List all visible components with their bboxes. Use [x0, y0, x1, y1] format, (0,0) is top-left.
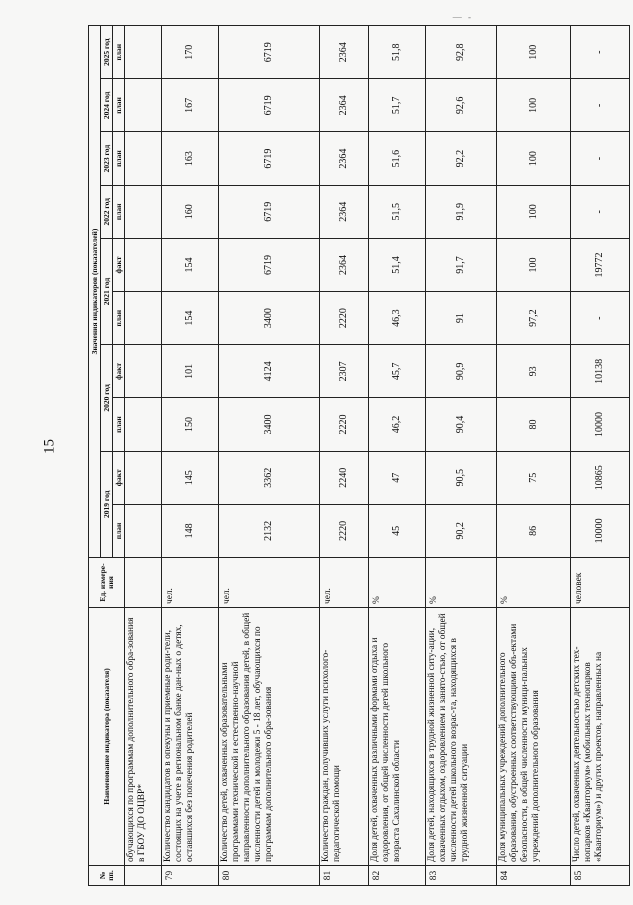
value-cell: 6719: [218, 238, 319, 291]
indicators-table: [88, 25, 630, 886]
header-plan: план: [113, 26, 125, 79]
value-cell: 2364: [319, 185, 368, 238]
value-cell: 100: [496, 185, 570, 238]
value-cell: 2364: [319, 79, 368, 132]
row-number: 82: [368, 866, 425, 886]
header-plan: план: [113, 504, 125, 557]
table-body: [161, 26, 629, 886]
value-cell: -: [570, 79, 629, 132]
indicator-name: Доля муниципальных учреждений дополнительного образования, обустроенных соответствующими объ-ектами безопасности, в общей численности муници-пальных учреждений дополнительного образования: [496, 608, 570, 866]
indicator-name: Количество граждан, получивших услуги психолого-педагогической помощи: [319, 608, 368, 866]
value-cell: 163: [161, 132, 218, 185]
corner-mark: — -: [452, 12, 473, 22]
header-unit: Ед. измере-ния: [89, 558, 125, 608]
table-row: [368, 26, 425, 886]
value-cell: 170: [161, 26, 218, 79]
table-row: [319, 26, 368, 886]
table-row: [218, 26, 319, 886]
header-fact: факт: [113, 345, 125, 398]
value-cell: 10000: [570, 398, 629, 451]
unit-of-measure: чел.: [319, 558, 368, 608]
value-cell: -: [570, 292, 629, 345]
value-cell: 51,7: [368, 79, 425, 132]
unit-of-measure: %: [496, 558, 570, 608]
value-cell: 90,5: [425, 451, 496, 504]
value-cell: 2364: [319, 238, 368, 291]
header-year-2020: 2020 год: [101, 345, 113, 451]
header-year-2023: 2023 год: [101, 132, 113, 185]
value-cell: 92,8: [425, 26, 496, 79]
table-row: [496, 26, 570, 886]
header-year-2024: 2024 год: [101, 79, 113, 132]
value-cell: 10000: [570, 504, 629, 557]
value-cell: 2220: [319, 398, 368, 451]
indicator-name: Доля детей, находящихся в трудной жизненной ситу-ации, охваченных отдыхом, оздоровлением и занято-стью, от общей численности детей школьного возрас-та, находящихся в трудной жизненной ситуации: [425, 608, 496, 866]
row-number: 79: [161, 866, 218, 886]
header-fact: факт: [113, 451, 125, 504]
value-cell: 92,6: [425, 79, 496, 132]
value-cell: 51,4: [368, 238, 425, 291]
value-cell: 47: [368, 451, 425, 504]
value-cell: 2240: [319, 451, 368, 504]
row-number: 81: [319, 866, 368, 886]
value-cell: -: [570, 26, 629, 79]
value-cell: 91,9: [425, 185, 496, 238]
value-cell: 6719: [218, 26, 319, 79]
value-cell: 145: [161, 451, 218, 504]
value-cell: 154: [161, 292, 218, 345]
value-cell: 100: [496, 79, 570, 132]
value-cell: 90,2: [425, 504, 496, 557]
header-year-2022: 2022 год: [101, 185, 113, 238]
header-plan: план: [113, 185, 125, 238]
value-cell: 51,6: [368, 132, 425, 185]
header-plan: план: [113, 79, 125, 132]
value-cell: 101: [161, 345, 218, 398]
value-cell: 2307: [319, 345, 368, 398]
row-number: 84: [496, 866, 570, 886]
value-cell: 3362: [218, 451, 319, 504]
header-plan: план: [113, 398, 125, 451]
value-cell: 2132: [218, 504, 319, 557]
table-row: [425, 26, 496, 886]
value-cell: 6719: [218, 132, 319, 185]
value-cell: 160: [161, 185, 218, 238]
value-cell: 92,2: [425, 132, 496, 185]
value-cell: 6719: [218, 185, 319, 238]
value-cell: 10865: [570, 451, 629, 504]
header-plan: план: [113, 132, 125, 185]
value-cell: -: [570, 132, 629, 185]
value-cell: 10138: [570, 345, 629, 398]
value-cell: 45: [368, 504, 425, 557]
header-year-2019: 2019 год: [101, 451, 113, 557]
value-cell: 46,3: [368, 292, 425, 345]
value-cell: 2220: [319, 504, 368, 557]
value-cell: -: [570, 185, 629, 238]
unit-of-measure: %: [425, 558, 496, 608]
value-cell: 93: [496, 345, 570, 398]
value-cell: 6719: [218, 79, 319, 132]
indicator-name: Количество кандидатов в опекуны и приемные роди-тели, состоящих на учете в региональном банке дан-ных о детях, оставшихся без попечения родителей: [161, 608, 218, 866]
value-cell: 100: [496, 26, 570, 79]
header-values-group: Значения индикаторов (показателей): [89, 26, 101, 558]
value-cell: 2220: [319, 292, 368, 345]
value-cell: 150: [161, 398, 218, 451]
value-cell: 2364: [319, 132, 368, 185]
continuation-name: обучающихся по программам дополнительного обра-зования в ГБОУ ДО ОЦВР*: [125, 608, 162, 866]
value-cell: 100: [496, 238, 570, 291]
table-row: [161, 26, 218, 886]
page-number: 15: [41, 439, 58, 454]
value-cell: 100: [496, 132, 570, 185]
row-number: 85: [570, 866, 629, 886]
value-cell: 90,9: [425, 345, 496, 398]
value-cell: 167: [161, 79, 218, 132]
header-fact: факт: [113, 238, 125, 291]
value-cell: 51,8: [368, 26, 425, 79]
unit-of-measure: %: [368, 558, 425, 608]
value-cell: 148: [161, 504, 218, 557]
table-row: [570, 26, 629, 886]
value-cell: 19772: [570, 238, 629, 291]
cell-empty: [125, 866, 162, 886]
value-cell: 2364: [319, 26, 368, 79]
value-cell: 91: [425, 292, 496, 345]
value-cell: 91,7: [425, 238, 496, 291]
header-year-2025: 2025 год: [101, 26, 113, 79]
header-name: Наименование индикатора (показателя): [89, 608, 125, 866]
header-plan: план: [113, 292, 125, 345]
indicator-name: Количество детей, охваченных образовательными программами технической и естественно-научной направленности дополнительного образования детей, в общей численности детей и молодежи 5 - 18 лет, обучающихся по программам дополнительного обра-зования: [218, 608, 319, 866]
header-no: № пп.: [89, 866, 125, 886]
value-cell: 154: [161, 238, 218, 291]
indicator-name: Число детей, охваченных деятельностью детских тех-нопарков «Кванториум» (мобильных технопарков «Кванториум») и других проектов, направленных на: [570, 608, 629, 866]
value-cell: 75: [496, 451, 570, 504]
value-cell: 86: [496, 504, 570, 557]
unit-of-measure: чел.: [218, 558, 319, 608]
cell-empty: [125, 558, 162, 608]
value-cell: 51,5: [368, 185, 425, 238]
unit-of-measure: человек: [570, 558, 629, 608]
header-year-2021: 2021 год: [101, 238, 113, 344]
value-cell: 45,7: [368, 345, 425, 398]
unit-of-measure: чел.: [161, 558, 218, 608]
row-number: 80: [218, 866, 319, 886]
value-cell: 3400: [218, 292, 319, 345]
value-cell: 46,2: [368, 398, 425, 451]
row-number: 83: [425, 866, 496, 886]
indicator-name: Доля детей, охваченных различными формами отдыха и оздоровления, от общей численности детей школьного возраста Сахалинской области: [368, 608, 425, 866]
value-cell: 97,2: [496, 292, 570, 345]
value-cell: 80: [496, 398, 570, 451]
rotated-table-wrapper: [88, 26, 630, 886]
value-cell: 90,4: [425, 398, 496, 451]
value-cell: 4124: [218, 345, 319, 398]
value-cell: 3400: [218, 398, 319, 451]
